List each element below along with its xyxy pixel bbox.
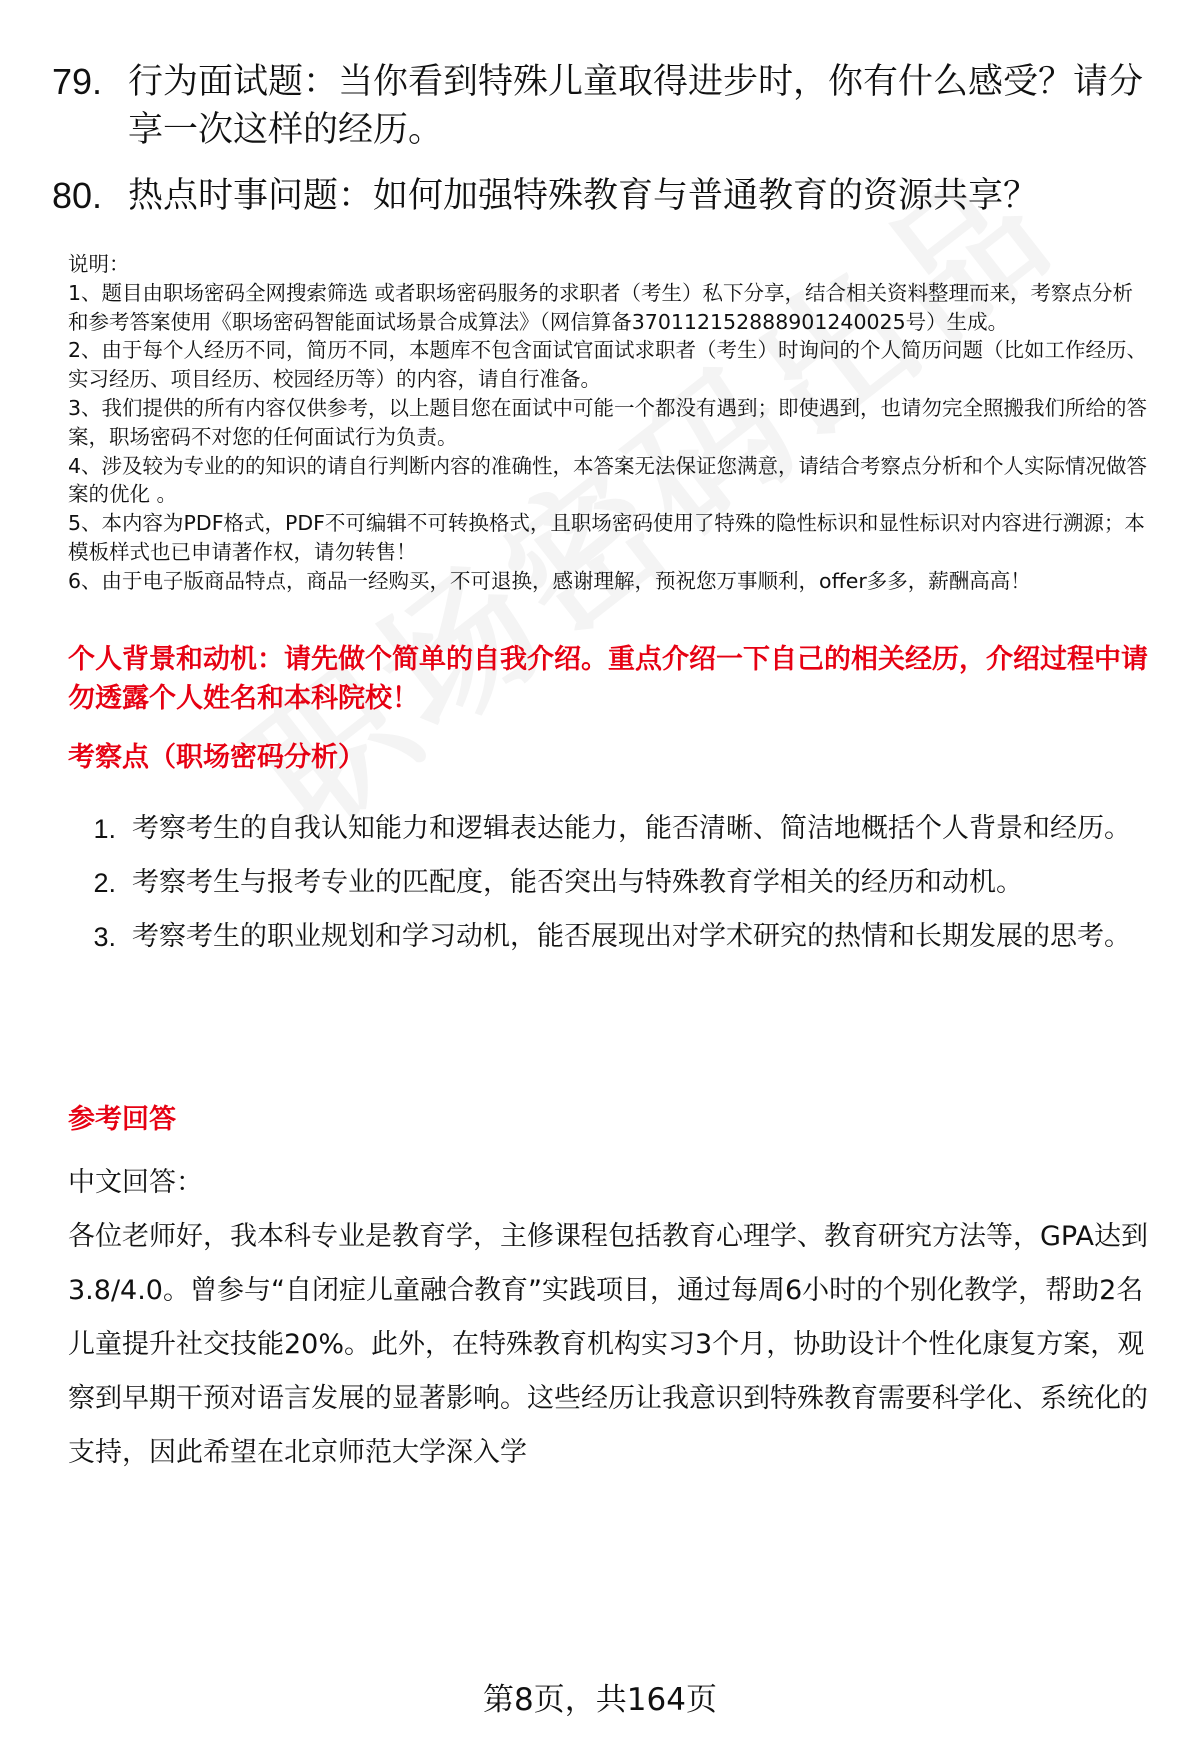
answer-label: 中文回答： [68, 1167, 203, 1198]
list-text: 考察考生的自我认知能力和逻辑表达能力，能否清晰、简洁地概括个人背景和经历。 [132, 813, 1131, 844]
answer-text: 各位老师好，我本科专业是教育学，主修课程包括教育心理学、教育研究方法等，GPA达到3.8/4.0。曾参与“自闭症儿童融合教育”实践项目，通过每周6小时的个别化教学，帮助2名儿童提升社交技能20%。此外，在特殊教育机构实习3个月，协助设计个性化康复方案，观察到早期干预对语言发展的显著影响。这些经历让我意识到特殊教育需要科学化、系统化的支持，因此希望在北京师范大学深入学 [68, 1221, 1148, 1468]
question-number: 80. [52, 175, 103, 216]
question-80 [52, 172, 1152, 220]
note-item: 3、我们提供的所有内容仅供参考，以上题目您在面试中可能一个都没有遇到；即使遇到，也请勿完全照搬我们所给的答案，职场密码不对您的任何面试行为负责。 [68, 395, 1148, 449]
note-item: 6、由于电子版商品特点，商品一经购买，不可退换，感谢理解，预祝您万事顺利，offer多多，薪酬高高！ [68, 568, 1031, 593]
list-item [68, 910, 1158, 964]
notes-title: 说明： [68, 252, 130, 276]
list-item [68, 802, 1158, 856]
exam-points-heading: 考察点（职场密码分析） [68, 742, 365, 773]
note-item: 1、题目由职场密码全网搜索筛选 或者职场密码服务的求职者（考生）私下分享，结合相关资料整理而来，考察点分析和参考答案使用《职场密码智能面试场景合成算法》（网信算备370112152888901240025号）生成。 [68, 280, 1134, 334]
reference-heading: 参考回答 [68, 1104, 176, 1135]
note-item: 5、本内容为PDF格式，PDF不可编辑不可转换格式，且职场密码使用了特殊的隐性标识和显性标识对内容进行溯源；本模板样式也已申请著作权，请勿转售！ [68, 511, 1145, 564]
list-number: 2. [93, 868, 116, 898]
reference-answer [68, 1156, 1158, 1480]
note-item: 2、由于每个人经历不同，简历不同，本题库不包含面试官面试求职者（考生）时询问的个人简历问题（比如工作经历、实习经历、项目经历、校园经历等）的内容，请自行准备。 [68, 338, 1148, 392]
question-number: 79. [52, 61, 103, 102]
page-footer: 第8页，共164页 [483, 1682, 717, 1718]
section-question: 个人背景和动机：请先做个简单的自我介绍。重点介绍一下自己的相关经历，介绍过程中请勿透露个人姓名和本科院校！ [68, 644, 1148, 714]
list-item [68, 856, 1158, 910]
list-text: 考察考生与报考专业的匹配度，能否突出与特殊教育学相关的经历和动机。 [132, 867, 1023, 898]
list-number: 3. [93, 922, 116, 952]
question-text: 热点时事问题：如何加强特殊教育与普通教育的资源共享？ [128, 176, 1039, 216]
note-item: 4、涉及较为专业的的知识的请自行判断内容的准确性，本答案无法保证您满意，请结合考察点分析和个人实际情况做答案的优化 。 [68, 453, 1148, 507]
question-text: 行为面试题：当你看到特殊儿童取得进步时，你有什么感受？请分享一次这样的经历。 [128, 62, 1144, 150]
list-number: 1. [93, 814, 116, 844]
list-text: 考察考生的职业规划和学习动机，能否展现出对学术研究的热情和长期发展的思考。 [132, 921, 1131, 952]
exam-points-list [68, 802, 1158, 964]
disclaimer-notes [68, 250, 1153, 596]
question-79 [52, 58, 1152, 154]
